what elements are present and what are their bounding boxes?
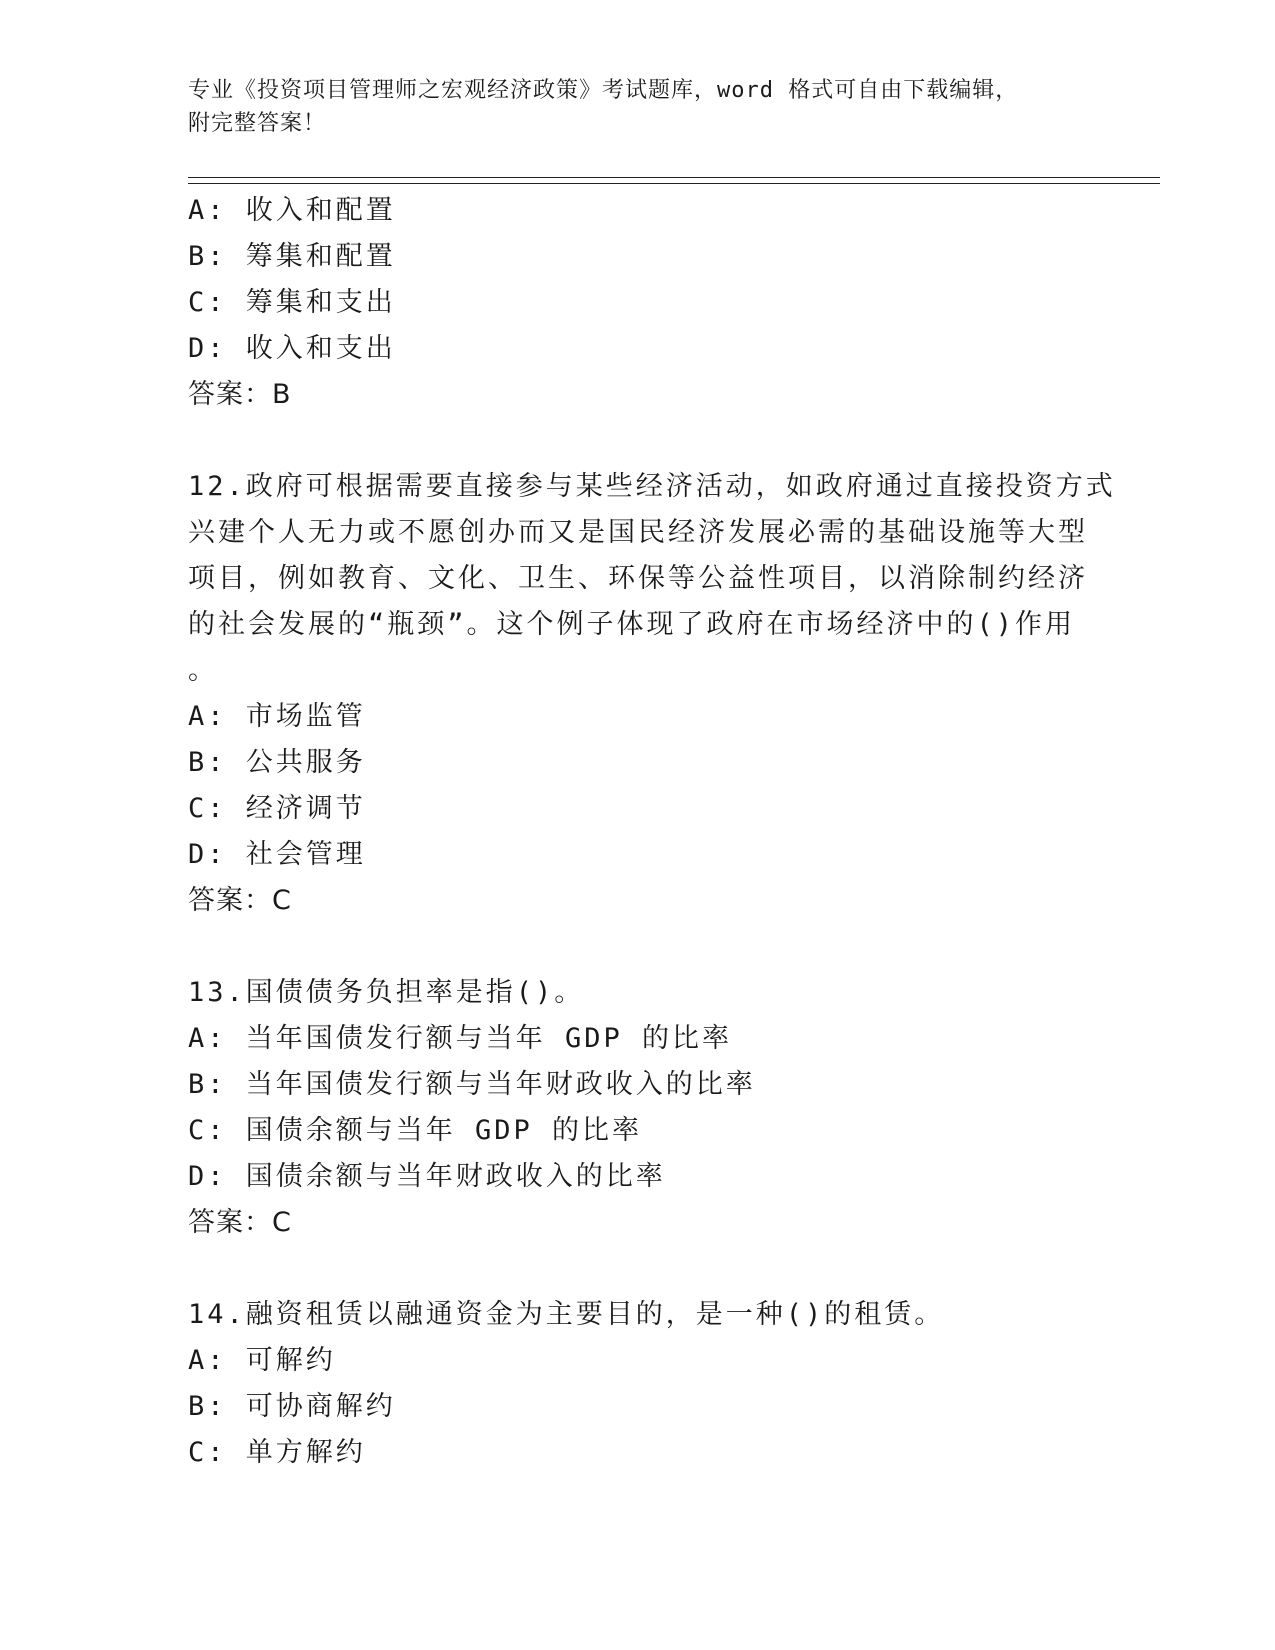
option-d: D: 收入和支出	[188, 333, 396, 364]
answer: 答案：C	[188, 1207, 292, 1238]
option-c: C: 国债余额与当年 GDP 的比率	[188, 1115, 643, 1146]
stem-line: 13.国债债务负担率是指()。	[188, 977, 585, 1008]
option-a: A: 市场监管	[188, 701, 366, 732]
answer: 答案：C	[188, 885, 292, 916]
question-stem	[188, 464, 1116, 694]
question-list	[188, 188, 1116, 1476]
stem-line: 兴建个人无力或不愿创办而又是国民经济发展必需的基础设施等大型	[188, 517, 1088, 548]
option-a: A: 当年国债发行额与当年 GDP 的比率	[188, 1023, 733, 1054]
option-a: A: 收入和配置	[188, 195, 396, 226]
stem-line: 。	[188, 655, 218, 686]
stem-line: 12.政府可根据需要直接参与某些经济活动，如政府通过直接投资方式	[188, 471, 1116, 502]
option-b: B: 筹集和配置	[188, 241, 396, 272]
option-a: A: 可解约	[188, 1345, 336, 1376]
header-rule-top	[188, 177, 1160, 178]
option-b: B: 可协商解约	[188, 1391, 396, 1422]
header-line-1: 专业《投资项目管理师之宏观经济政策》考试题库，word 格式可自由下载编辑，	[188, 78, 1019, 103]
option-b: B: 当年国债发行额与当年财政收入的比率	[188, 1069, 756, 1100]
stem-line: 14.融资租赁以融通资金为主要目的，是一种()的租赁。	[188, 1299, 945, 1330]
question-12	[188, 464, 1116, 924]
question-stem	[188, 1292, 1088, 1338]
header-rule-bottom	[188, 183, 1160, 184]
option-c: C: 筹集和支出	[188, 287, 396, 318]
option-d: D: 国债余额与当年财政收入的比率	[188, 1161, 666, 1192]
option-d: D: 社会管理	[188, 839, 366, 870]
stem-line: 的社会发展的“瓶颈”。这个例子体现了政府在市场经济中的()作用	[188, 609, 1076, 640]
question-11	[188, 188, 1088, 418]
answer: 答案：B	[188, 379, 292, 410]
question-stem	[188, 970, 1088, 1016]
option-b: B: 公共服务	[188, 747, 366, 778]
question-14	[188, 1292, 1088, 1476]
option-c: C: 经济调节	[188, 793, 366, 824]
option-c: C: 单方解约	[188, 1437, 366, 1468]
spacer	[188, 1246, 1088, 1292]
document-header	[188, 74, 1088, 140]
stem-line: 项目，例如教育、文化、卫生、环保等公益性项目，以消除制约经济	[188, 563, 1088, 594]
spacer	[188, 924, 1088, 970]
header-line-2: 附完整答案！	[188, 111, 327, 136]
question-13	[188, 970, 1088, 1246]
spacer	[188, 418, 1088, 464]
